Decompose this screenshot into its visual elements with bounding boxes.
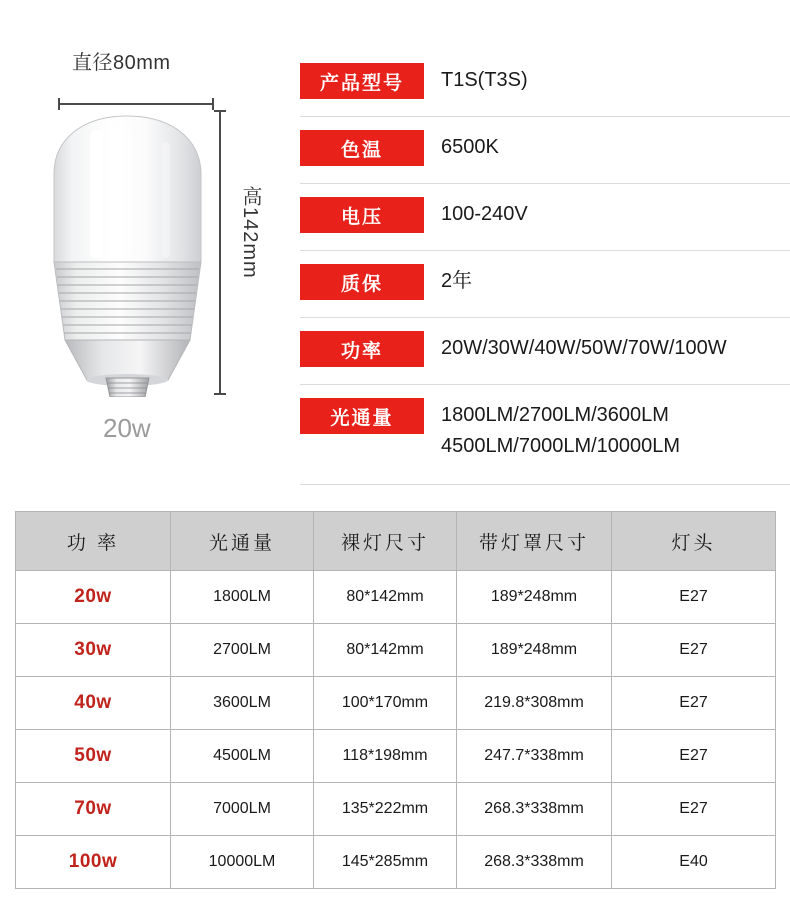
led-bulb-image xyxy=(40,112,215,397)
specification-table xyxy=(15,511,776,889)
spec-value-color-temperature: 6500K xyxy=(441,136,499,158)
cell-power: 30w xyxy=(16,624,171,677)
table-header-power: 功 率 xyxy=(16,512,171,571)
cell-power: 50w xyxy=(16,730,171,783)
cell-with-shade-size: 268.3*338mm xyxy=(457,783,612,836)
cell-luminous-flux: 3600LM xyxy=(171,677,314,730)
spec-row-color-temperature xyxy=(300,117,790,184)
table-body xyxy=(16,571,776,889)
spec-row-luminous-flux xyxy=(300,385,790,485)
spec-label-model: 产品型号 xyxy=(300,63,424,99)
cell-lamp-base: E27 xyxy=(612,783,776,836)
table-header-luminous-flux: 光通量 xyxy=(171,512,314,571)
cell-luminous-flux: 1800LM xyxy=(171,571,314,624)
table-header-bare-lamp-size: 裸灯尺寸 xyxy=(314,512,457,571)
spec-label-power: 功率 xyxy=(300,331,424,367)
cell-power: 20w xyxy=(16,571,171,624)
table-row xyxy=(16,624,776,677)
cell-bare-lamp-size: 80*142mm xyxy=(314,624,457,677)
spec-value-model: T1S(T3S) xyxy=(441,69,528,91)
table-header-with-shade-size: 带灯罩尺寸 xyxy=(457,512,612,571)
cell-luminous-flux: 4500LM xyxy=(171,730,314,783)
table-header-lamp-base: 灯头 xyxy=(612,512,776,571)
spec-value-power: 20W/30W/40W/50W/70W/100W xyxy=(441,337,727,359)
cell-with-shade-size: 247.7*338mm xyxy=(457,730,612,783)
cell-with-shade-size: 219.8*308mm xyxy=(457,677,612,730)
spec-label-warranty: 质保 xyxy=(300,264,424,300)
cell-lamp-base: E27 xyxy=(612,730,776,783)
spec-label-color-temperature: 色温 xyxy=(300,130,424,166)
cell-bare-lamp-size: 100*170mm xyxy=(314,677,457,730)
specification-table-wrap xyxy=(15,511,775,889)
cell-with-shade-size: 268.3*338mm xyxy=(457,836,612,889)
diameter-dimension-label: 直径80mm xyxy=(72,52,171,74)
cell-lamp-base: E27 xyxy=(612,571,776,624)
table-row xyxy=(16,836,776,889)
cell-with-shade-size: 189*248mm xyxy=(457,624,612,677)
cell-bare-lamp-size: 118*198mm xyxy=(314,730,457,783)
width-dimension-arrow xyxy=(58,98,214,110)
spec-label-voltage: 电压 xyxy=(300,197,424,233)
cell-bare-lamp-size: 80*142mm xyxy=(314,571,457,624)
cell-bare-lamp-size: 145*285mm xyxy=(314,836,457,889)
spec-row-power xyxy=(300,318,790,385)
spec-value-luminous-flux xyxy=(424,400,790,462)
spec-value-voltage: 100-240V xyxy=(441,203,528,225)
cell-lamp-base: E27 xyxy=(612,677,776,730)
spec-row-warranty xyxy=(300,251,790,318)
spec-row-voltage xyxy=(300,184,790,251)
spec-row-model xyxy=(300,50,790,117)
spec-label-luminous-flux: 光通量 xyxy=(300,398,424,434)
spec-value-luminous-flux-line1: 1800LM/2700LM/3600LM xyxy=(441,404,669,426)
table-header xyxy=(16,512,776,571)
table-row xyxy=(16,677,776,730)
height-dimension-label: 高142mm xyxy=(239,186,261,279)
cell-with-shade-size: 189*248mm xyxy=(457,571,612,624)
cell-lamp-base: E27 xyxy=(612,624,776,677)
specification-list xyxy=(300,50,790,485)
cell-bare-lamp-size: 135*222mm xyxy=(314,783,457,836)
table-row xyxy=(16,783,776,836)
bulb-illustration-panel xyxy=(0,0,300,495)
table-row xyxy=(16,730,776,783)
cell-power: 40w xyxy=(16,677,171,730)
cell-luminous-flux: 7000LM xyxy=(171,783,314,836)
cell-luminous-flux: 10000LM xyxy=(171,836,314,889)
table-row xyxy=(16,571,776,624)
cell-power: 100w xyxy=(16,836,171,889)
bulb-wattage-label: 20w xyxy=(103,413,151,443)
table-header-row xyxy=(16,512,776,571)
height-dimension-arrow xyxy=(214,110,226,395)
spec-value-warranty: 2年 xyxy=(441,270,473,292)
cell-luminous-flux: 2700LM xyxy=(171,624,314,677)
cell-lamp-base: E40 xyxy=(612,836,776,889)
spec-value-luminous-flux-line2: 4500LM/7000LM/10000LM xyxy=(441,435,681,457)
cell-power: 70w xyxy=(16,783,171,836)
